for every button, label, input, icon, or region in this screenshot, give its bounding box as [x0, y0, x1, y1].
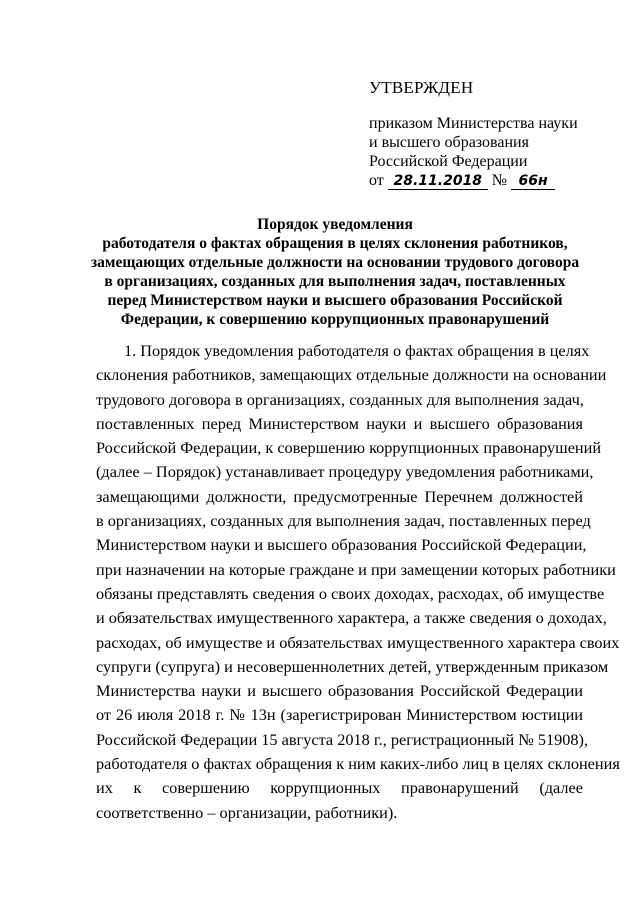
body-line: 1. Порядок уведомления работодателя о фактах обращения в целях	[124, 341, 590, 360]
handwritten-date: 28.11.2018	[388, 173, 488, 190]
body-line: замещающими должности, предусмотренные Перечнем должностей	[96, 486, 583, 506]
body-line: Российской Федерации, к совершению коррупционных правонарушений	[96, 438, 602, 458]
body-line: и обязательствах имущественного характера, а также сведения о доходах,	[96, 608, 607, 628]
approval-line-country: Российской Федерации	[369, 153, 528, 170]
body-line: Министерства науки и высшего образования Российской Федерации	[96, 681, 583, 701]
body-line: супруги (супруга) и несовершеннолетних детей, утвержденным приказом	[96, 656, 609, 676]
approval-line-ministry: и высшего образования	[369, 134, 529, 151]
body-line: при назначении на которые граждане и при замещении которых работники	[96, 559, 616, 579]
approval-date-number-line	[369, 171, 609, 191]
heading-line: перед Министерством науки и высшего образования Российской	[107, 292, 563, 309]
body-line: обязаны представлять сведения о своих доходах, расходах, об имуществе	[96, 583, 605, 603]
approval-block	[369, 78, 609, 191]
body-line: соответственно – организации, работники).	[96, 802, 398, 822]
body-line: работодателя о фактах обращения к ним каких-либо лиц в целях склонения	[96, 754, 620, 774]
body-line: от 26 июля 2018 г. № 13н (зарегистрирован Министерством юстиции	[96, 705, 583, 725]
date-prefix: от	[369, 172, 384, 189]
body-line: Министерством науки и высшего образования Российской Федерации,	[96, 535, 587, 555]
body-line: их к совершению коррупционных правонарушений (далее	[96, 778, 583, 798]
heading-line: в организациях, созданных для выполнения задач, поставленных	[104, 273, 566, 290]
body-line: в организациях, созданных для выполнения задач, поставленных перед	[96, 511, 591, 531]
heading-line: работодателя о фактах обращения в целях склонения работников,	[102, 235, 568, 252]
handwritten-number: 66н	[511, 173, 555, 190]
approval-title: УТВЕРЖДЕН	[369, 78, 474, 97]
body-line: (далее – Порядок) устанавливает процедуру уведомления работниками,	[96, 462, 594, 482]
body-line: поставленных перед Министерством науки и высшего образования	[96, 413, 583, 433]
body-line: Российской Федерации 15 августа 2018 г., регистрационный № 51908),	[96, 729, 589, 749]
heading-line: Порядок уведомления	[257, 216, 413, 233]
body-line: трудового договора в организациях, созданных для выполнения задач,	[96, 389, 584, 409]
heading-line: замещающих отдельные должности на основании трудового договора	[90, 254, 580, 271]
body-line: расходах, об имуществе и обязательствах имущественного характера своих	[96, 632, 620, 652]
document-heading	[60, 215, 610, 329]
approval-line-order: приказом Министерства науки	[369, 115, 578, 132]
number-prefix: №	[491, 172, 508, 189]
heading-line: Федерации, к совершению коррупционных правонарушений	[120, 311, 550, 328]
body-paragraph-1	[96, 339, 620, 825]
body-line: склонения работников, замещающих отдельные должности на основании	[96, 365, 607, 385]
